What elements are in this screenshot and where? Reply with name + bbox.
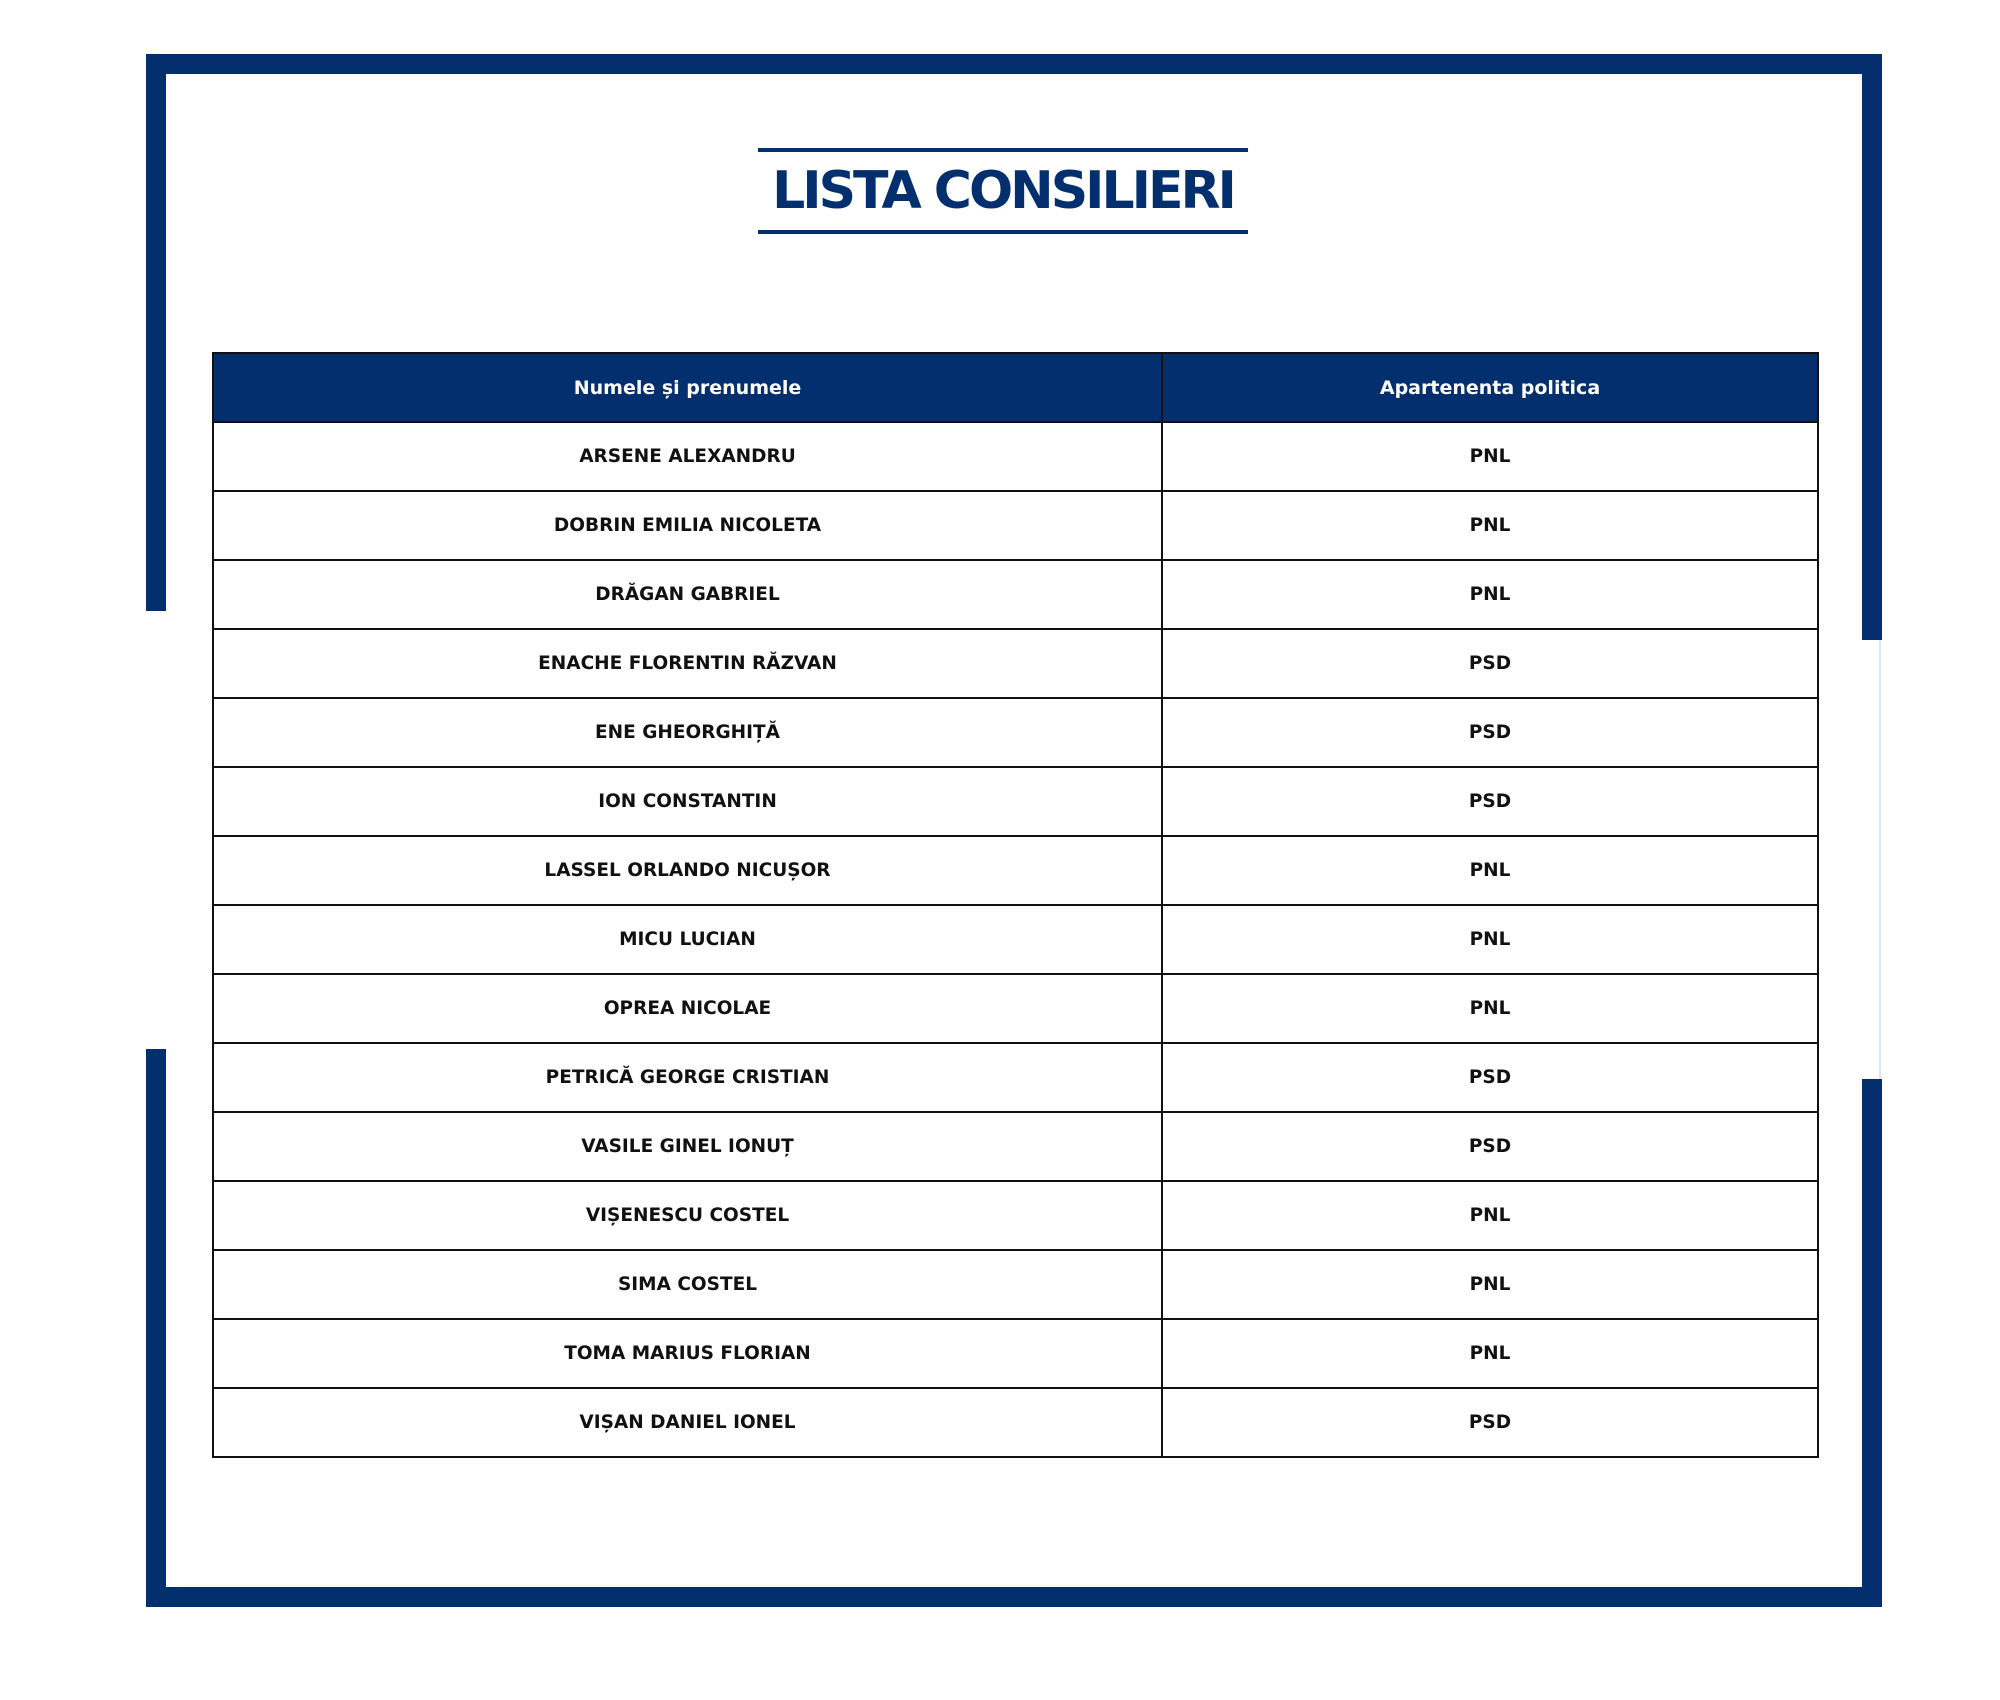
party-cell: PNL: [1162, 836, 1818, 905]
party-cell: PNL: [1162, 1250, 1818, 1319]
table-row: [213, 1043, 1818, 1112]
party-cell: PSD: [1162, 1043, 1818, 1112]
frame-bar-left-upper: [146, 54, 166, 611]
table-row: [213, 1112, 1818, 1181]
table-row: [213, 629, 1818, 698]
frame-bar-bottom: [146, 1587, 1882, 1607]
councillor-name-cell: DRĂGAN GABRIEL: [213, 560, 1162, 629]
frame-bar-left-lower: [146, 1049, 166, 1607]
councillor-name-cell: ION CONSTANTIN: [213, 767, 1162, 836]
party-cell: PNL: [1162, 974, 1818, 1043]
table-row: [213, 422, 1818, 491]
table-row: [213, 1250, 1818, 1319]
table-row: [213, 491, 1818, 560]
table-row: [213, 905, 1818, 974]
table-row: [213, 974, 1818, 1043]
party-cell: PSD: [1162, 1112, 1818, 1181]
party-cell: PSD: [1162, 1388, 1818, 1457]
party-cell: PNL: [1162, 1319, 1818, 1388]
party-cell: PNL: [1162, 905, 1818, 974]
page-title: LISTA CONSILIERI: [772, 161, 1234, 221]
frame-bar-top: [146, 54, 1882, 74]
party-cell: PNL: [1162, 422, 1818, 491]
frame-bar-right-lower: [1862, 1079, 1882, 1607]
frame-thin-line-right: [1879, 640, 1881, 1079]
column-header-party: Apartenenta politica: [1162, 353, 1818, 422]
party-cell: PSD: [1162, 767, 1818, 836]
table-row: [213, 698, 1818, 767]
table-row: [213, 1319, 1818, 1388]
councillor-name-cell: OPREA NICOLAE: [213, 974, 1162, 1043]
party-cell: PSD: [1162, 698, 1818, 767]
councillor-name-cell: VIȘENESCU COSTEL: [213, 1181, 1162, 1250]
councillors-table: [212, 352, 1819, 1458]
councillor-name-cell: LASSEL ORLANDO NICUȘOR: [213, 836, 1162, 905]
councillor-name-cell: ARSENE ALEXANDRU: [213, 422, 1162, 491]
councillor-name-cell: PETRICĂ GEORGE CRISTIAN: [213, 1043, 1162, 1112]
table-row: [213, 1388, 1818, 1457]
party-cell: PNL: [1162, 491, 1818, 560]
party-cell: PNL: [1162, 560, 1818, 629]
councillor-name-cell: SIMA COSTEL: [213, 1250, 1162, 1319]
councillor-name-cell: VASILE GINEL IONUȚ: [213, 1112, 1162, 1181]
councillor-name-cell: TOMA MARIUS FLORIAN: [213, 1319, 1162, 1388]
column-header-name: Numele și prenumele: [213, 353, 1162, 422]
table-header-row: [213, 353, 1818, 422]
table-row: [213, 1181, 1818, 1250]
party-cell: PNL: [1162, 1181, 1818, 1250]
table-body: [213, 422, 1818, 1457]
councillor-name-cell: ENE GHEORGHIȚĂ: [213, 698, 1162, 767]
councillor-name-cell: MICU LUCIAN: [213, 905, 1162, 974]
table-row: [213, 767, 1818, 836]
table-row: [213, 560, 1818, 629]
councillor-name-cell: DOBRIN EMILIA NICOLETA: [213, 491, 1162, 560]
frame-bar-right-upper: [1862, 54, 1882, 640]
party-cell: PSD: [1162, 629, 1818, 698]
table-row: [213, 836, 1818, 905]
title-box: [758, 148, 1248, 234]
councillor-name-cell: VIȘAN DANIEL IONEL: [213, 1388, 1162, 1457]
councillor-name-cell: ENACHE FLORENTIN RĂZVAN: [213, 629, 1162, 698]
